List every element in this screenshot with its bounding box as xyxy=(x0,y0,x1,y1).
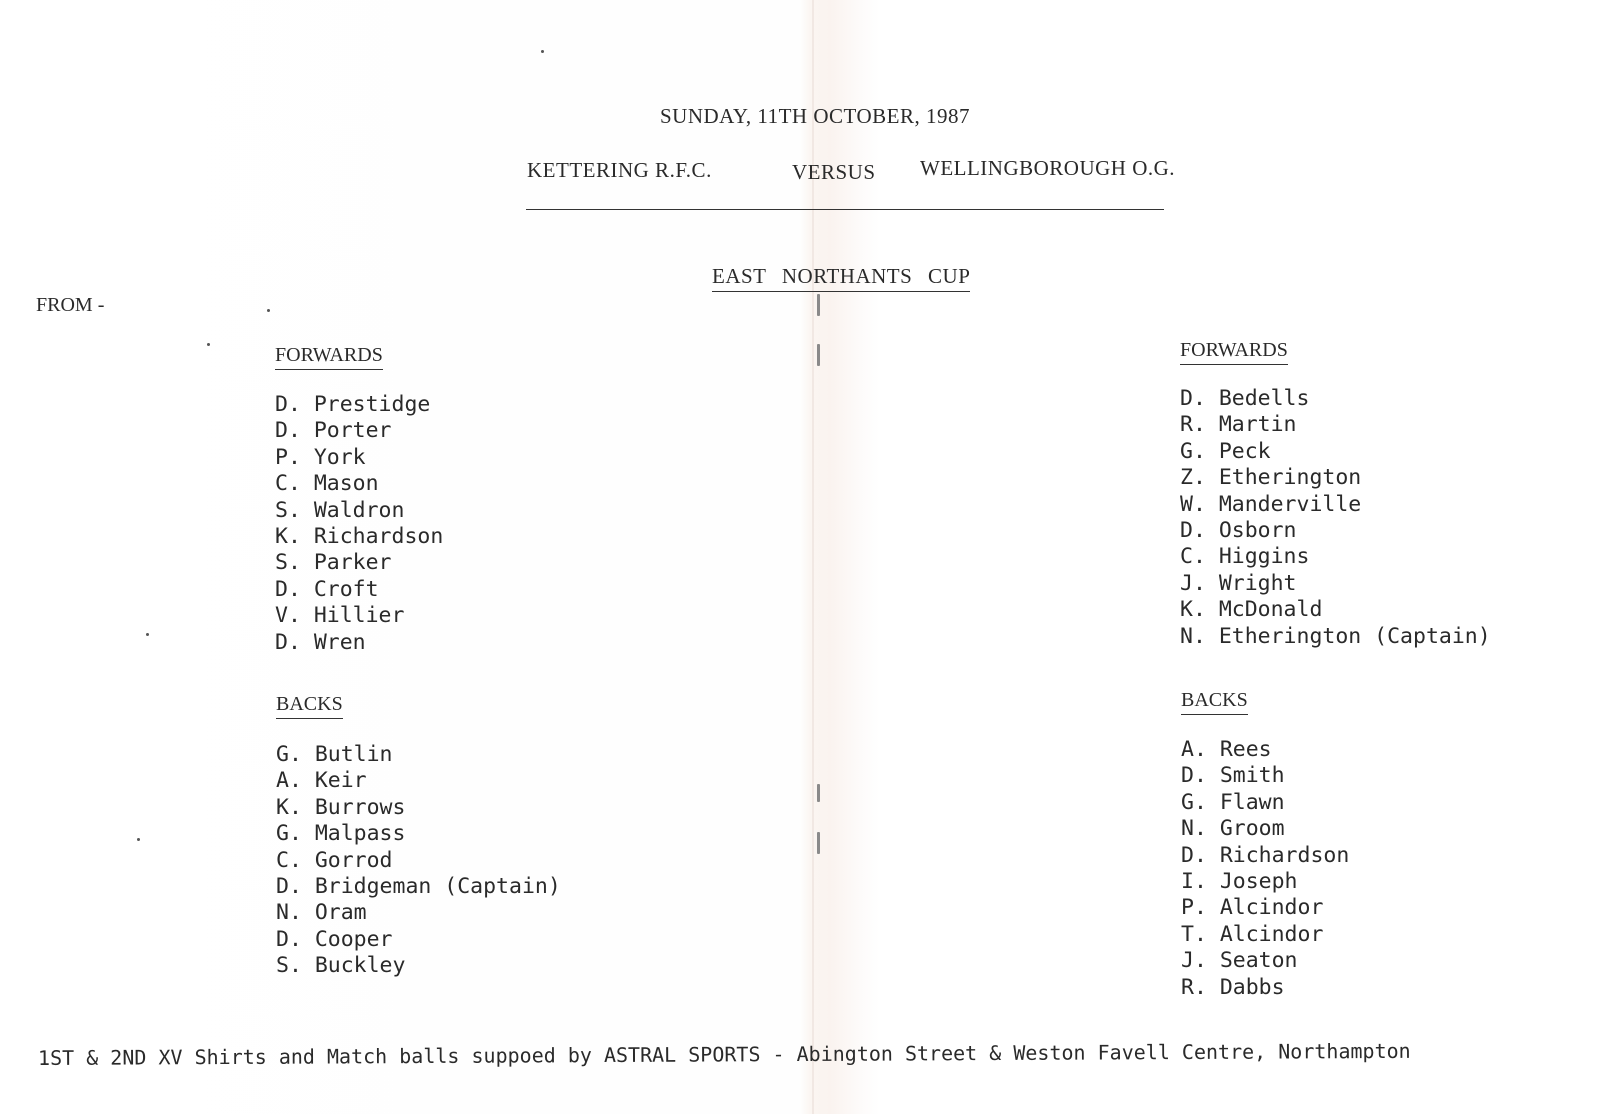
player-name: K. Richardson xyxy=(275,524,444,550)
print-speck xyxy=(146,633,149,636)
player-name: C. Mason xyxy=(275,471,379,497)
player-name: D. Wren xyxy=(275,629,366,655)
player-name: D. Cooper xyxy=(276,926,393,952)
home-forwards-heading: FORWARDS xyxy=(275,344,383,370)
player-name: Z. Etherington xyxy=(1180,465,1362,491)
player-name: C. Gorrod xyxy=(276,847,393,873)
player-name: D. Bedells xyxy=(1180,386,1310,411)
away-backs-heading: BACKS xyxy=(1181,689,1248,715)
player-name: D. Richardson xyxy=(1181,842,1350,868)
player-name: D. Prestidge xyxy=(275,392,431,417)
player-name: N. Etherington (Captain) xyxy=(1180,623,1491,649)
print-speck xyxy=(267,309,270,312)
player-name: A. Rees xyxy=(1181,737,1272,762)
player-name: C. Higgins xyxy=(1180,544,1310,570)
away-forwards-heading: FORWARDS xyxy=(1180,339,1288,365)
print-speck xyxy=(541,50,544,53)
player-name: W. Manderville xyxy=(1180,491,1362,517)
player-name: G. Peck xyxy=(1180,438,1271,464)
player-name: G. Malpass xyxy=(276,821,406,847)
away-backs-list xyxy=(1181,737,1349,1001)
player-name: D. Croft xyxy=(275,576,379,602)
player-name: J. Wright xyxy=(1180,570,1297,596)
player-name: P. York xyxy=(275,444,366,470)
player-name: T. Alcindor xyxy=(1181,921,1324,947)
away-forwards-list xyxy=(1180,386,1491,650)
player-name: J. Seaton xyxy=(1181,948,1298,974)
competition-title: EAST NORTHANTS CUP xyxy=(712,264,970,292)
home-backs-heading: BACKS xyxy=(276,693,343,719)
player-name: D. Porter xyxy=(275,418,392,444)
player-name: V. Hillier xyxy=(275,603,405,629)
player-name: N. Oram xyxy=(276,900,367,926)
player-name: P. Alcindor xyxy=(1181,895,1324,921)
player-name: D. Bridgeman (Captain) xyxy=(276,874,561,900)
match-date: SUNDAY, 11TH OCTOBER, 1987 xyxy=(660,104,970,128)
player-name: N. Groom xyxy=(1181,816,1285,842)
from-label: FROM - xyxy=(36,294,105,316)
header-rule xyxy=(526,209,1164,210)
player-name: A. Keir xyxy=(276,768,367,794)
staple xyxy=(817,294,820,316)
home-forwards-list xyxy=(275,392,443,656)
staple xyxy=(817,832,820,854)
player-name: K. Burrows xyxy=(276,794,406,820)
sponsor-footer: 1ST & 2ND XV Shirts and Match balls suppoed by ASTRAL SPORTS - Abington Street & Weston Favell Centre, Northampton xyxy=(37,1038,1411,1070)
print-speck xyxy=(137,838,140,841)
player-name: G. Flawn xyxy=(1181,789,1285,815)
home-team-name: KETTERING R.F.C. xyxy=(527,158,712,182)
player-name: D. Smith xyxy=(1181,763,1285,789)
player-name: S. Buckley xyxy=(276,953,406,979)
versus-label: VERSUS xyxy=(792,160,876,184)
player-name: R. Martin xyxy=(1180,412,1297,438)
print-speck xyxy=(207,343,210,346)
away-team-name: WELLINGBOROUGH O.G. xyxy=(920,156,1176,180)
player-name: D. Osborn xyxy=(1180,518,1297,544)
home-backs-list xyxy=(276,742,561,980)
player-name: S. Waldron xyxy=(275,497,405,523)
staple xyxy=(817,784,820,802)
player-name: I. Joseph xyxy=(1181,869,1298,895)
staple xyxy=(817,344,820,366)
player-name: K. McDonald xyxy=(1180,597,1323,623)
player-name: G. Butlin xyxy=(276,742,393,767)
player-name: S. Parker xyxy=(275,550,392,576)
player-name: R. Dabbs xyxy=(1181,974,1285,1000)
